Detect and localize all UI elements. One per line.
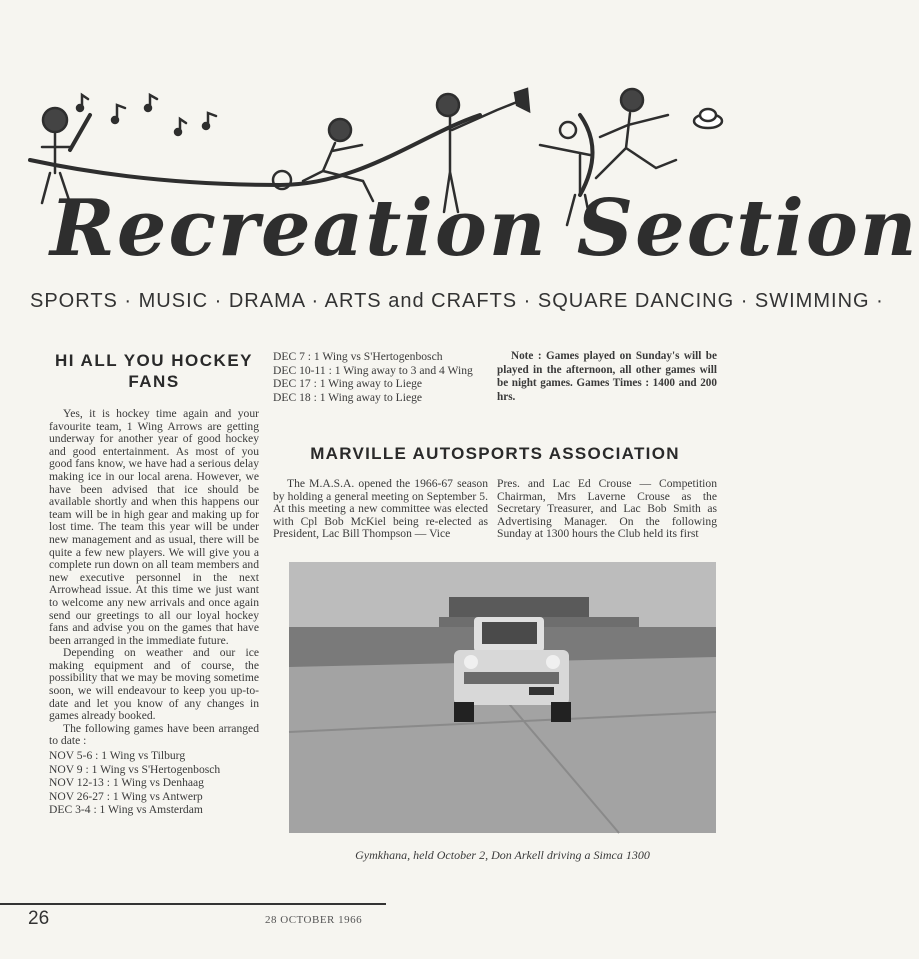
schedule-item: NOV 12-13 : 1 Wing vs Denhaag <box>49 776 204 790</box>
masa-paragraph-right: Pres. and Lac Ed Crouse — Competition Chairman, Mrs Laverne Crouse as the Secretary Treasurer, and Lac Bob Smith as Advertising Manager. On the following Sunday at 1300 hours the Club held its first <box>497 477 717 541</box>
car-photo <box>289 562 716 833</box>
hockey-article <box>49 350 259 817</box>
schedule-item: DEC 10-11 : 1 Wing away to 3 and 4 Wing <box>273 363 473 377</box>
photo-caption: Gymkhana, held October 2, Don Arkell driving a Simca 1300 <box>355 848 650 862</box>
page-number: 26 <box>28 908 50 929</box>
schedule-item: DEC 17 : 1 Wing away to Liege <box>273 377 423 390</box>
section-title: Recreation Section <box>50 183 919 274</box>
game-schedule-continued <box>273 350 488 404</box>
schedule-note: Note : Games played on Sunday's will be played in the afternoon, all other games will be night games. Games Times : 1400 and 200 hrs. <box>497 350 717 403</box>
hockey-paragraph-3: The following games have been arranged to date : <box>49 721 259 748</box>
masa-text-left <box>273 478 488 541</box>
schedule-item: DEC 18 : 1 Wing away to Liege <box>273 390 423 404</box>
hockey-paragraph-2: Depending on weather and our ice making equipment and of course, the possibility that we may be moving sometime soon, we will endeavour to keep you up-to-date and let you know of any changes in games already booked. <box>49 646 259 723</box>
hockey-paragraph-1: Yes, it is hockey time again and your favourite team, 1 Wing Arrows are getting underway for another year of good hockey and good entertainment. As most of you good fans know, we have had a serious delay making ice in our local arena. However, we have been advised that ice should be available shortly and when this happens our team will be in high gear and making up for lost time. The team this year will be under new management and as usual, there will be quite a few new players. We will give you a complete run down on all team members and new executive personnel in the next Arrowhead issue. At this time we just want to welcome any new arrivals and once again send our greetings to all our loyal hockey fans and advise you on the games that have been arranged in the immediate future. <box>49 407 259 647</box>
music-notes-icon <box>77 95 216 135</box>
game-schedule-list <box>49 749 259 817</box>
swoosh-line <box>30 115 480 185</box>
section-subtitle: SPORTS · MUSIC · DRAMA · ARTS and CRAFTS · SQUARE DANCING · SWIMMING · <box>30 290 884 312</box>
schedule-item: DEC 3-4 : 1 Wing vs Amsterdam <box>49 803 203 817</box>
schedule-note-block <box>497 350 717 404</box>
footer-rule <box>0 903 386 905</box>
masa-text-right <box>497 478 717 541</box>
hockey-title: HI ALL YOU HOCKEY FANS <box>54 351 254 391</box>
schedule-item: NOV 9 : 1 Wing vs S'Hertogenbosch <box>49 762 221 776</box>
issue-date: 28 OCTOBER 1966 <box>265 914 363 926</box>
hat-icon <box>694 109 722 128</box>
schedule-item: DEC 7 : 1 Wing vs S'Hertogenbosch <box>273 350 443 363</box>
dancer-figure-icon <box>596 89 676 178</box>
masa-title: MARVILLE AUTOSPORTS ASSOCIATION <box>310 444 680 463</box>
schedule-item: NOV 26-27 : 1 Wing vs Antwerp <box>49 789 203 803</box>
schedule-item: NOV 5-6 : 1 Wing vs Tilburg <box>49 749 186 763</box>
masa-paragraph-left: The M.A.S.A. opened the 1966-67 season by holding a general meeting on September 5. At this meeting a new committee was elected with Cpl Bob McKiel being re-elected as President, Lac Bill Thompson — Vice <box>273 477 488 541</box>
